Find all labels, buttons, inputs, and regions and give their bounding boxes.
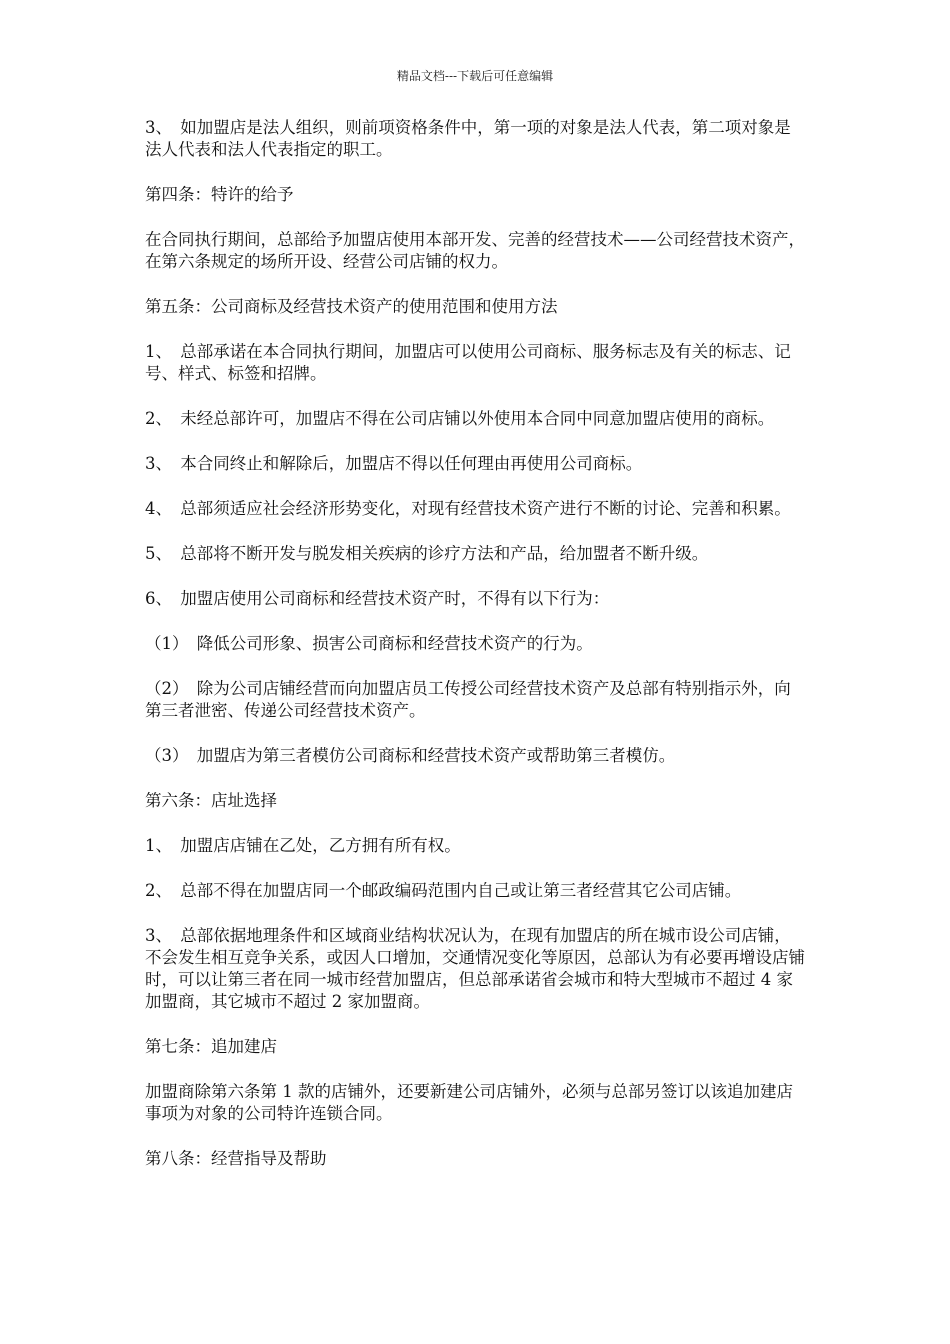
article-5-clause-3: 3、 本合同终止和解除后，加盟店不得以任何理由再使用公司商标。 xyxy=(145,454,643,473)
article-8-heading: 第八条：经营指导及帮助 xyxy=(145,1149,327,1168)
article-5-clause-5: 5、 总部将不断开发与脱发相关疾病的诊疗方法和产品，给加盟者不断升级。 xyxy=(145,544,709,563)
document-body xyxy=(145,117,805,1193)
article-6-clause-2: 2、 总部不得在加盟店同一个邮政编码范围内自己或让第三者经营其它公司店铺。 xyxy=(145,881,742,900)
article-7-heading: 第七条：追加建店 xyxy=(145,1037,277,1056)
article-6-clause-3: 3、 总部依据地理条件和区域商业结构状况认为，在现有加盟店的所在城市设公司店铺，不会发生相互竞争关系，或因人口增加，交通情况变化等原因，总部认为有必要再增设店铺时，可以让第三者在同一城市经营加盟店，但总部承诺省会城市和特大型城市不超过 4 家加盟商，其它城市不超过 2 家加盟商。 xyxy=(145,926,805,1011)
page-header: 精品文档---下载后可任意编辑 xyxy=(396,69,554,83)
article-4-text: 在合同执行期间，总部给予加盟店使用本部开发、完善的经营技术——公司经营技术资产，在第六条规定的场所开设、经营公司店铺的权力。 xyxy=(145,230,805,271)
article-5-clause-6-item-2: （2） 除为公司店铺经营而向加盟店员工传授公司经营技术资产及总部有特别指示外，向第三者泄密、传递公司经营技术资产。 xyxy=(145,679,791,720)
article-5-clause-6: 6、 加盟店使用公司商标和经营技术资产时，不得有以下行为： xyxy=(145,589,610,608)
article-5-heading: 第五条：公司商标及经营技术资产的使用范围和使用方法 xyxy=(145,297,558,316)
article-7-text: 加盟商除第六条第 1 款的店铺外，还要新建公司店铺外，必须与总部另签订以该追加建店事项为对象的公司特许连锁合同。 xyxy=(145,1082,793,1123)
article-6-clause-1: 1、 加盟店店铺在乙处，乙方拥有所有权。 xyxy=(145,836,461,855)
article-5-clause-4: 4、 总部须适应社会经济形势变化，对现有经营技术资产进行不断的讨论、完善和积累。 xyxy=(145,499,791,518)
article-5-clause-6-item-3: （3） 加盟店为第三者模仿公司商标和经营技术资产或帮助第三者模仿。 xyxy=(145,746,676,765)
article-5-clause-1: 1、 总部承诺在本合同执行期间，加盟店可以使用公司商标、服务标志及有关的标志、记号、样式、标签和招牌。 xyxy=(145,342,791,383)
article-4-heading: 第四条：特许的给予 xyxy=(145,185,294,204)
article-6-heading: 第六条：店址选择 xyxy=(145,791,277,810)
clause-3-legal-entity: 3、 如加盟店是法人组织，则前项资格条件中，第一项的对象是法人代表，第二项对象是法人代表和法人代表指定的职工。 xyxy=(145,118,791,159)
article-5-clause-2: 2、 未经总部许可，加盟店不得在公司店铺以外使用本合同中同意加盟店使用的商标。 xyxy=(145,409,775,428)
article-5-clause-6-item-1: （1） 降低公司形象、损害公司商标和经营技术资产的行为。 xyxy=(145,634,593,653)
